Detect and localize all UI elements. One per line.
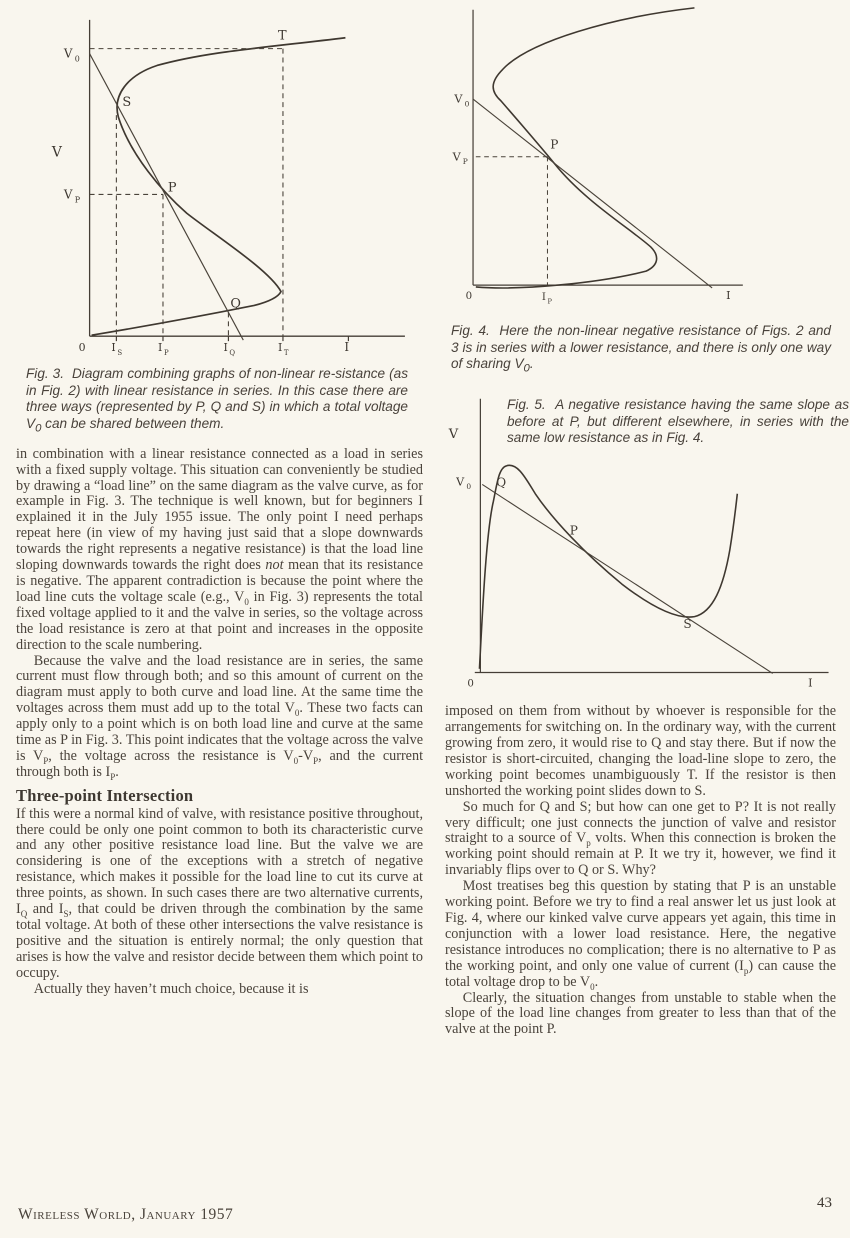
figure-4-graph bbox=[445, 6, 836, 313]
fig4-label-VP: V bbox=[452, 150, 461, 164]
paragraph: If this were a normal kind of valve, with resistance positive throughout, there could be only one point common to both its characteristic curve and any other positive resistance load line. But the valve we are considering is one of the exceptions with a stretch of negative resistance, which makes it possible for the load line to cut its curve at three points, as shown. In such cases there are two alternative currents, $I_Q$ and $I_S$, that could be driven through the combination by the same total voltage. At both of these other intersections the valve resistance is positive and the situation is entirely normal; the only question that arises is how the valve and resistor decide between them which point to occupy. bbox=[16, 805, 423, 981]
fig4-xlabel-I: I bbox=[726, 289, 731, 303]
fig5-point-P: P bbox=[569, 523, 578, 538]
fig3-tick-0: 0 bbox=[78, 341, 86, 355]
fig4-labels bbox=[452, 93, 731, 306]
fig3-label-V0-sub: 0 bbox=[74, 54, 80, 64]
right-column-text bbox=[445, 704, 836, 1038]
figure-5 bbox=[445, 393, 849, 696]
fig4-label-V0: V bbox=[454, 92, 463, 106]
fig3-tick-IT: I bbox=[278, 341, 283, 355]
figure-3 bbox=[16, 6, 423, 358]
fig4-load-line bbox=[473, 99, 712, 288]
fig5-point-S: S bbox=[683, 617, 692, 632]
paragraph: imposed on them from without by whoever is responsible for the arrangements for switching on. In the ordinary way, with the current growing from zero, it would rise to Q and stay there. But if now the resistor is short-circuited, changing the load-line slope to zero, the working point becomes unambiguously T. If the resistor is then unshorted the working point slides down to S. bbox=[445, 703, 836, 799]
fig3-tick-IQ-sub: Q bbox=[229, 349, 236, 358]
fig3-load-line bbox=[90, 54, 244, 341]
fig3-tick-IT-sub: T bbox=[283, 349, 289, 358]
paragraph: Actually they haven’t much choice, because it is bbox=[33, 980, 309, 997]
fig5-labels bbox=[448, 427, 813, 690]
figure-3-graph bbox=[16, 6, 423, 358]
fig3-label-VP-sub: P bbox=[74, 195, 81, 205]
fig4-label-V0-sub: 0 bbox=[464, 99, 470, 109]
fig3-label-V0: V bbox=[63, 46, 73, 61]
section-heading: Three-point Intersection bbox=[16, 785, 194, 805]
page-number: 43 bbox=[817, 1195, 832, 1211]
fig3-point-S: S bbox=[122, 95, 132, 111]
fig4-tick-IP-sub: P bbox=[547, 297, 552, 306]
fig5-load-line bbox=[482, 485, 772, 674]
fig3-ylabel-V: V bbox=[51, 144, 62, 161]
fig5-tick-0: 0 bbox=[467, 677, 474, 690]
fig3-axis-ticks bbox=[116, 336, 348, 341]
paragraph: Because the valve and the load resistance are in series, the same current must flow through both; and so this amount of current on the diagram must apply to both curve and load line. At the same time the voltages across them must add up to the total $V_0$. These two facts can apply only to a point which is on both load line and curve at the same time as P in Fig. 3. This point indicates that the voltage across the valve is $V_P$, the voltage across the resistance is $V_0-V_P$, and the current through both is $I_P$. bbox=[16, 652, 424, 782]
fig5-ylabel-V: V bbox=[448, 427, 459, 443]
fig5-label-V0-sub: 0 bbox=[466, 482, 472, 492]
fig3-labels bbox=[51, 29, 350, 357]
fig3-point-Q: Q bbox=[230, 296, 241, 312]
figure-3-caption: Fig. 3. Diagram combining graphs of non-linear re-sistance (as in Fig. 2) with linear resistance in series. In this case there are three ways (represented by P, Q and S) in which a total voltage $V_0$ can be shared between them. bbox=[26, 366, 408, 435]
left-column bbox=[16, 6, 423, 1206]
figure-4-caption: Fig. 4. Here the non-linear negative resistance of Figs. 2 and 3 is in series with a lower resistance, and there is only one way of sharing $V_0$. bbox=[451, 323, 831, 375]
fig3-tick-IS-sub: S bbox=[117, 349, 123, 358]
paragraph: in combination with a linear resistance connected as a load in series with a fixed supply voltage. This situation can conveniently be studied by drawing a “load line” on the same diagram as the valve curve, as for example in Fig. 3. The technique is well known, but for beginners I explained it in the July 1955 issue. The only point I need perhaps repeat here (in view of my having just said that a slope downwards towards the right represents a negative resistance) is that the load line sloping downwards towards the right does not mean that its resistance is negative. The apparent contradiction is because the point where the load line cuts the voltage scale (e.g., $V_0$ in Fig. 3) represents the total fixed voltage applied to it and the valve in series, so the voltage across the load resistance is zero at that point and increases in the opposite direction to the scale numbering. bbox=[16, 445, 423, 653]
fig4-label-VP-sub: P bbox=[462, 157, 468, 167]
figure-5-caption: Fig. 5. A negative resistance having the same slope as before at P, but different elsewhere, in series with the same low resistance as in Fig. 4. bbox=[507, 397, 849, 446]
fig4-valve-curve bbox=[476, 8, 695, 288]
fig3-tick-IQ: I bbox=[223, 341, 228, 355]
paragraph: Most treatises beg this question by stating that P is an unstable working point. Before we try to find a real answer let us just look at Fig. 4, where our kinked valve curve appears yet again, this time in conjunction with a lower load resistance. Here, the negative resistance introduces no complication; there is no alternative to P as the working point, and only one value of current $(I_p)$ can cause the total voltage drop to be $V_0$. bbox=[445, 878, 836, 992]
fig3-point-P: P bbox=[167, 180, 177, 196]
fig5-label-V0: V bbox=[456, 475, 465, 489]
fig3-tick-IP-sub: P bbox=[163, 349, 169, 358]
page-footer bbox=[16, 1195, 836, 1228]
fig3-point-T: T bbox=[278, 28, 287, 44]
figure-4 bbox=[445, 6, 836, 313]
left-column-text bbox=[16, 447, 423, 998]
right-column bbox=[445, 6, 849, 1206]
paragraph: So much for Q and S; but how can one get to P? It is not really very difficult; one just connects the junction of valve and resistor straight to a source of $V_p$ volts. When this connection is broken the working point should remain at P. It we try it, however, we find it invariably flips over to Q or S. Why? bbox=[445, 798, 836, 879]
journal-footer-title: Wireless World, January 1957 bbox=[18, 1206, 234, 1223]
fig3-xlabel-I: I bbox=[344, 340, 350, 355]
fig3-tick-IP: I bbox=[158, 341, 163, 355]
fig5-point-Q: Q bbox=[496, 475, 507, 490]
two-column-layout bbox=[16, 6, 849, 1206]
fig3-tick-IS: I bbox=[111, 341, 116, 355]
fig4-tick-0: 0 bbox=[465, 291, 473, 303]
paragraph: Clearly, the situation changes from unstable to stable when the slope of the load line changes from greater to less than that of the valve at the point P. bbox=[445, 989, 836, 1038]
fig3-label-VP: V bbox=[63, 187, 73, 202]
fig5-xlabel-I: I bbox=[808, 676, 813, 690]
fig4-tick-IP: I bbox=[541, 291, 546, 303]
fig4-point-P: P bbox=[550, 137, 559, 152]
fig3-valve-curve bbox=[92, 38, 346, 335]
